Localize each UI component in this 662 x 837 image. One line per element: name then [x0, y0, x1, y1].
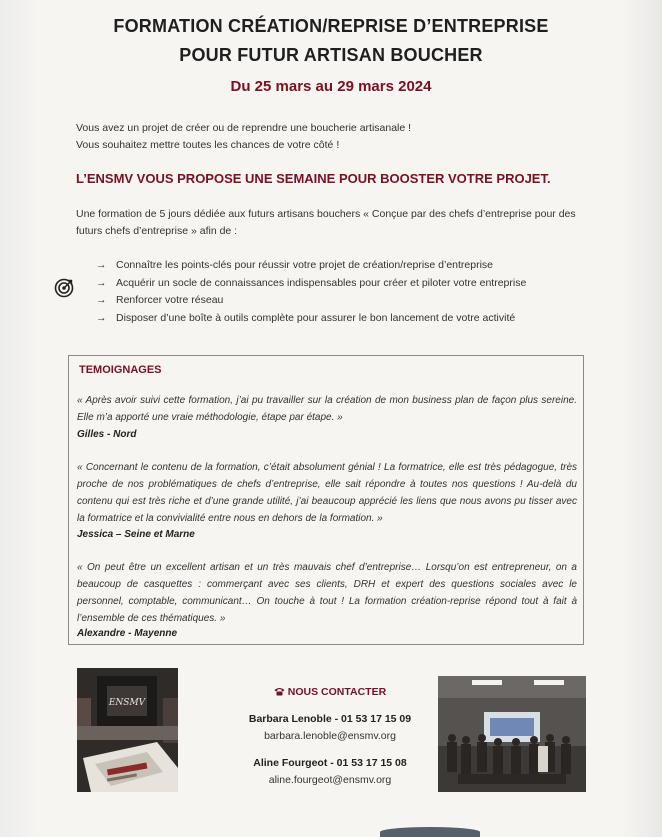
classroom-photo-illustration — [77, 668, 178, 792]
intro-line: Vous avez un projet de créer ou de reprendre une boucherie artisanale ! — [76, 122, 412, 134]
objectives-list — [96, 257, 526, 327]
contact-block — [205, 684, 455, 789]
testimonials-box — [68, 355, 584, 645]
title-line-1: FORMATION CRÉATION/REPRISE D’ENTREPRISE — [113, 16, 549, 36]
list-item — [96, 257, 526, 275]
testimonial-quote: « Après avoir suivi cette formation, j’ai pu travailler sur la création de mon business plan de façon plus sereine. Elle m’a apporté une vraie méthodologie, étape par étape. » — [77, 395, 577, 423]
group-photo — [438, 676, 586, 792]
testimonials-heading: TEMOIGNAGES — [79, 364, 162, 376]
contact-heading: NOUS CONTACTER — [287, 686, 387, 698]
ensmv-logo: ENSMV — [108, 698, 146, 708]
page-edge-shadow — [380, 827, 480, 837]
title-line-2: POUR FUTUR ARTISAN BOUCHER — [179, 45, 483, 65]
arrow-icon: → — [96, 294, 107, 306]
list-item-text: Acquérir un socle de connaissances indispensables pour créer et piloter votre entreprise — [116, 276, 527, 289]
list-item-text: Renforcer votre réseau — [116, 294, 224, 306]
list-item-text: Disposer d’une boîte à outils complète pour assurer le bon lancement de votre activité — [116, 311, 516, 324]
list-item — [96, 275, 526, 293]
testimonial-quote: « On peut être un excellent artisan et un très mauvais chef d’entreprise… Lorsqu’on est entrepreneur, on a beaucoup de casquettes : commerçant avec ses clients, DRH et expert des questions sociales avec le personnel, comptable, communicant… On touche à tout ! La formation création-reprise répond tout à fait à l’ensemble de ces thématiques. » — [77, 562, 577, 624]
contact-email[interactable]: barbara.lenoble@ensmv.org — [264, 730, 396, 742]
testimonial-author: Gilles - Nord — [77, 429, 137, 440]
contact-name-phone: Barbara Lenoble - 01 53 17 15 09 — [248, 713, 412, 725]
contact-email[interactable]: aline.fourgeot@ensmv.org — [268, 774, 392, 786]
arrow-icon: → — [96, 259, 107, 271]
contact-name-phone: Aline Fourgeot - 01 53 17 15 08 — [253, 757, 407, 769]
course-dates: Du 25 mars au 29 mars 2024 — [230, 78, 432, 95]
arrow-icon: → — [96, 311, 107, 324]
target-icon — [54, 278, 74, 298]
testimonial-author: Jessica – Seine et Marne — [77, 529, 195, 540]
testimonial-author: Alexandre - Mayenne — [77, 628, 178, 639]
phone-icon — [274, 686, 288, 698]
list-item — [96, 310, 526, 328]
intro-text — [76, 120, 411, 154]
description: Une formation de 5 jours dédiée aux futurs artisans bouchers « Conçue par des chefs d’entreprise pour des futurs chefs d’entreprise » afin de : — [76, 208, 576, 237]
testimonial-quote: « Concernant le contenu de la formation, c’était absolument génial ! La formatrice, elle est très pédagogue, très proche de nos problématiques de chefs d’entreprise, elle sait répondre à toutes nos questions ! Au-delà du contenu qui est très riche et d’une grande utilité, j’ai beaucoup apprécié les liens que nous avons pu tisser avec la formatrice et la convivialité entre nous en dehors de la formation. » — [77, 462, 577, 524]
classroom-photo — [77, 668, 178, 792]
headline: L’ENSMV VOUS PROPOSE UNE SEMAINE POUR BOOSTER VOTRE PROJET. — [76, 171, 551, 186]
contact-heading-row — [205, 684, 455, 701]
list-item — [96, 292, 526, 310]
arrow-icon: → — [96, 276, 107, 289]
intro-line: Vous souhaitez mettre toutes les chances de votre côté ! — [76, 139, 340, 151]
list-item-text: Connaître les points-clés pour réussir votre projet de création/reprise d’entreprise — [116, 259, 494, 271]
